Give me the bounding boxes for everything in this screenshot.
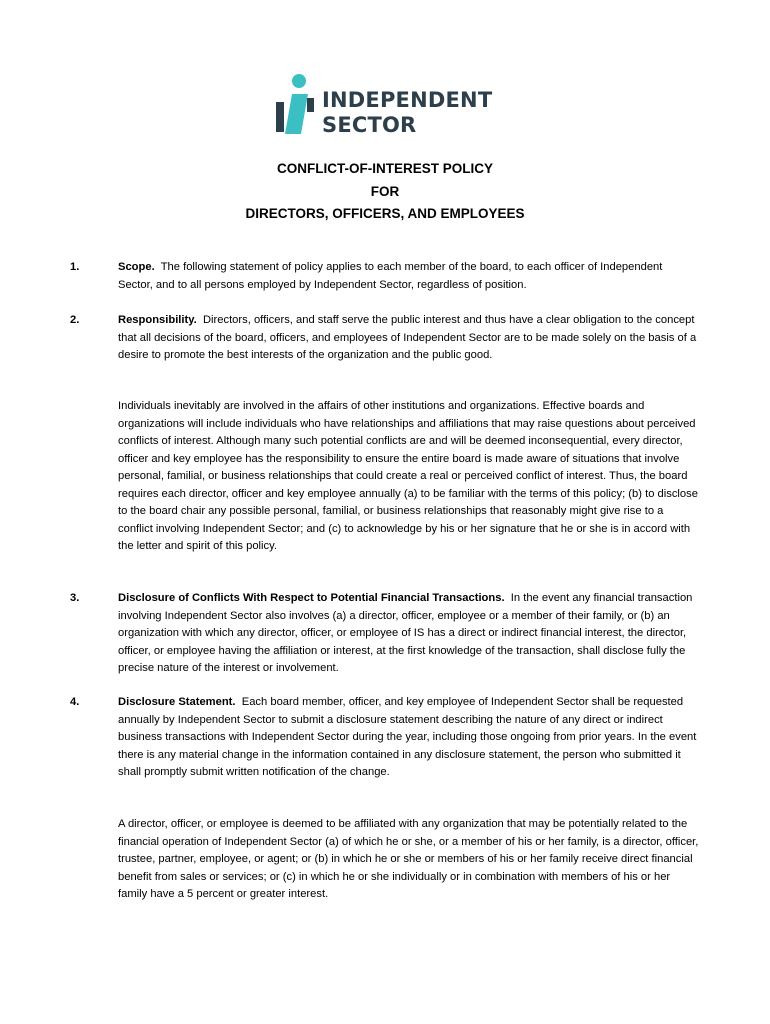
section-heading: Responsibility. — [118, 314, 197, 326]
section-heading: Disclosure of Conflicts With Respect to Potential Financial Transactions. — [118, 592, 505, 604]
section-body — [118, 312, 700, 365]
section-body — [118, 694, 700, 782]
section-number: 3. — [70, 592, 80, 604]
section-text: The following statement of policy applies to each member of the board, to each officer of Independent Sector, and to all persons employed by Independent Sector, regardless of position. — [118, 261, 663, 291]
logo-line-1: INDEPENDENT — [322, 88, 493, 112]
logo-line-2: SECTOR — [322, 113, 417, 137]
section-text: In the event any financial transaction involving Independent Sector also involves (a) a director, officer, employee or a member of their family, or (b) an organization with which any director, officer, or employee of IS has a direct or indirect financial interest, the director, officer, or employee having the affiliation or interest, at the first knowledge of the transaction, shall disclose fully the precise nature of the interest or involvement. — [118, 592, 693, 674]
section-heading: Disclosure Statement. — [118, 696, 236, 708]
section-number: 2. — [70, 314, 80, 326]
section-number: 4. — [70, 696, 80, 708]
section-body — [118, 398, 700, 556]
section-body — [118, 816, 700, 904]
section-paragraph: Individuals inevitably are involved in the affairs of other institutions and organizations. Effective boards and organizations will include individuals who have relationships and affiliations that may raise questions about perceived conflicts of interest. Although many such potential conflicts are and will be deemed inconsequential, every director, officer and key employee has the responsibility to ensure the entire board is made aware of situations that involve personal, familial, or business relationships that could create a real or perceived conflict of interest. Thus, the board requires each director, officer and key employee annually (a) to be familiar with the terms of this policy; (b) to disclose to the board chair any possible personal, familial, or business relationships that reasonably might give rise to a conflict involving Independent Sector; and (c) to acknowledge by his or her signature that he or she is in accord with the letter and spirit of this policy. — [118, 400, 698, 552]
section-paragraph: A director, officer, or employee is deemed to be affiliated with any organization that may be potentially related to the financial operation of Independent Sector (a) of which he or she, or a member of his or her family, is a director, officer, trustee, partner, employee, or agent; or (b) in which he or she or members of his or her family receive direct financial benefit from sales or services; or (c) in which he or she individually or in combination with members of his or her family have a 5 percent or greater interest. — [118, 818, 699, 900]
logo-mark-icon — [274, 72, 322, 138]
title-line-3: DIRECTORS, OFFICERS, AND EMPLOYEES — [245, 206, 525, 221]
section-text: Directors, officers, and staff serve the public interest and thus have a clear obligation to the concept that all decisions of the board, officers, and employees of Independent Sector are to be made solely on the basis of a desire to promote the best interests of the organization and the public good. — [118, 314, 697, 361]
section-text: Each board member, officer, and key employee of Independent Sector shall be requested annually by Independent Sector to submit a disclosure statement describing the nature of any direct or indirect business transactions with Independent Sector during the year, including those ongoing from prior years. In the event there is any material change in the information contained in any disclosure statement, the person who submitted it shall promptly submit written notification of the change. — [118, 696, 697, 778]
section-body — [118, 259, 700, 294]
document-title — [0, 158, 770, 226]
section-body — [118, 590, 700, 678]
title-line-2: FOR — [370, 183, 400, 199]
title-line-1: CONFLICT-OF-INTEREST POLICY — [277, 161, 493, 176]
logo-wordmark — [322, 88, 492, 138]
section-number: 1. — [70, 261, 80, 273]
organization-logo — [274, 72, 504, 138]
section-heading: Scope. — [118, 261, 155, 273]
